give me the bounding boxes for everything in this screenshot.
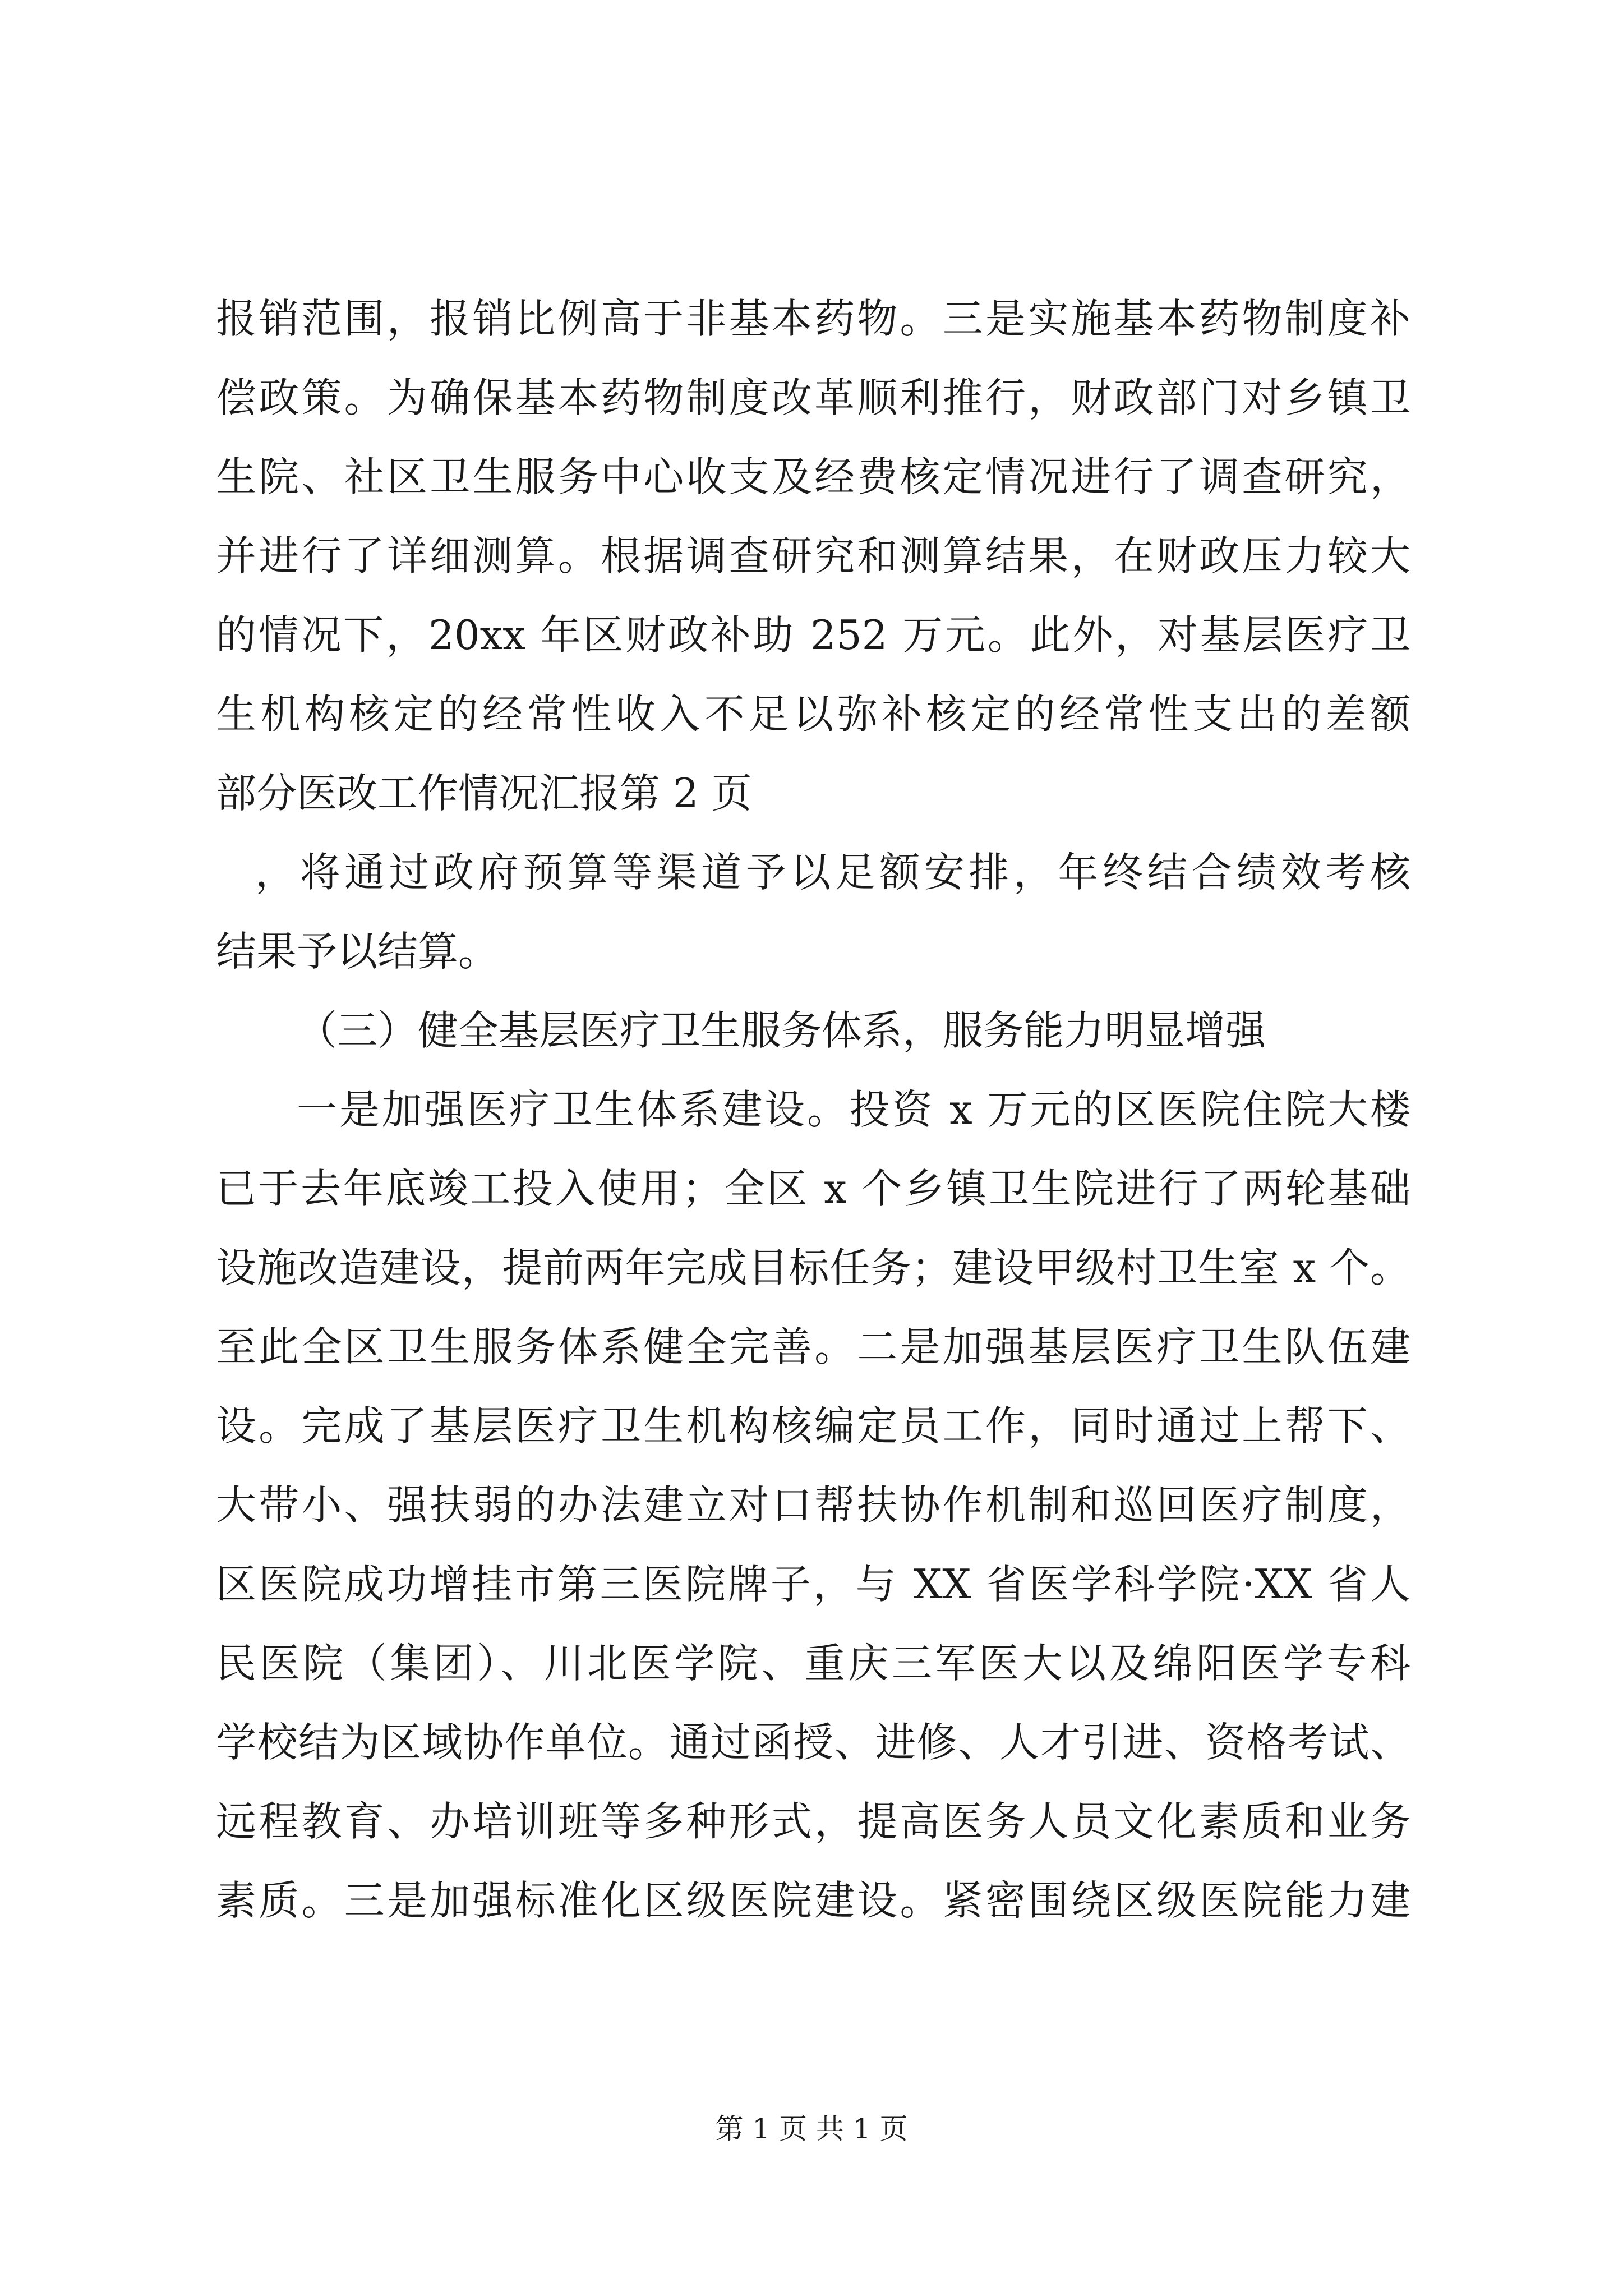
text-line: 大带小、强扶弱的办法建立对口帮扶协作机制和巡回医疗制度， bbox=[216, 1481, 1410, 1529]
text-line: 生院、社区卫生服务中心收支及经费核定情况进行了调查研究， bbox=[216, 453, 1410, 500]
text-line: 并进行了详细测算。根据调查研究和测算结果，在财政压力较大 bbox=[216, 532, 1410, 579]
text-line: 已于去年底竣工投入使用；全区 x 个乡镇卫生院进行了两轮基础 bbox=[216, 1165, 1410, 1212]
text-line: 报销范围，报销比例高于非基本药物。三是实施基本药物制度补 bbox=[216, 295, 1410, 342]
page-footer: 第 1 页 共 1 页 bbox=[715, 2113, 908, 2145]
text-line: 部分医改工作情况汇报第 2 页 bbox=[216, 770, 752, 817]
text-line: 一是加强医疗卫生体系建设。投资 x 万元的区医院住院大楼 bbox=[297, 1086, 1410, 1133]
text-line: 至此全区卫生服务体系健全完善。二是加强基层医疗卫生队伍建 bbox=[216, 1323, 1410, 1370]
text-line: 远程教育、办培训班等多种形式，提高医务人员文化素质和业务 bbox=[216, 1798, 1410, 1845]
text-line: 区医院成功增挂市第三医院牌子，与 XX 省医学科学院·XX 省人 bbox=[216, 1561, 1410, 1608]
text-line: 结果予以结算。 bbox=[216, 928, 499, 975]
text-line: 偿政策。为确保基本药物制度改革顺利推行，财政部门对乡镇卫 bbox=[216, 374, 1410, 421]
text-line: 素质。三是加强标准化区级医院建设。紧密围绕区级医院能力建 bbox=[216, 1877, 1410, 1924]
text-line: 生机构核定的经常性收入不足以弥补核定的经常性支出的差额 bbox=[216, 691, 1410, 738]
text-line: 民医院（集团）、川北医学院、重庆三军医大以及绵阳医学专科 bbox=[216, 1640, 1410, 1687]
text-line: 的情况下，20xx 年区财政补助 252 万元。此外，对基层医疗卫 bbox=[216, 611, 1410, 659]
document-body bbox=[216, 279, 1410, 1940]
text-line: ，将通过政府预算等渠道予以足额安排，年终结合绩效考核 bbox=[255, 849, 1410, 896]
section-heading: （三）健全基层医疗卫生服务体系，服务能力明显增强 bbox=[297, 1007, 1266, 1054]
text-line: 设。完成了基层医疗卫生机构核编定员工作，同时通过上帮下、 bbox=[216, 1402, 1410, 1450]
text-line: 学校结为区域协作单位。通过函授、进修、人才引进、资格考试、 bbox=[216, 1719, 1410, 1766]
text-line: 设施改造建设，提前两年完成目标任务；建设甲级村卫生室 x 个。 bbox=[216, 1244, 1410, 1291]
